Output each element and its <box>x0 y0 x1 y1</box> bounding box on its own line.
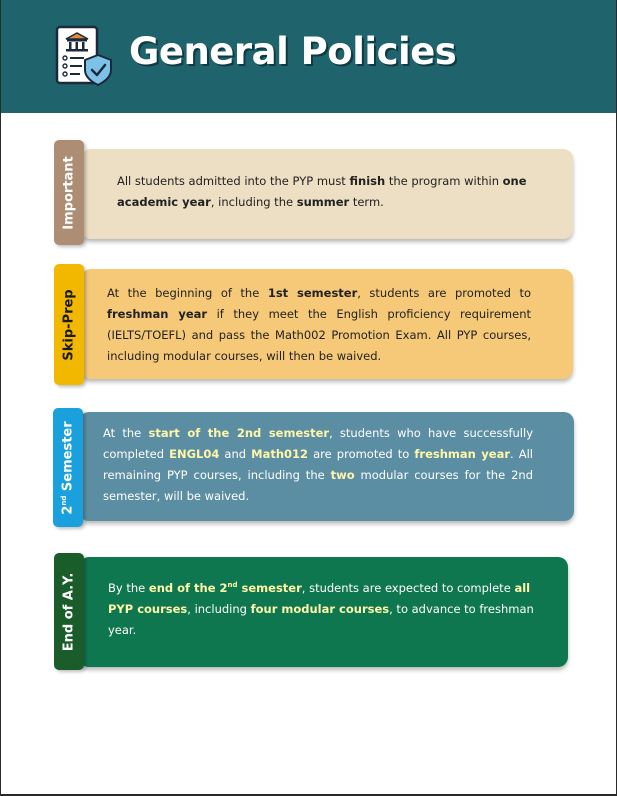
page-header <box>1 0 616 113</box>
policy-text-end-of-ay: By the end of the 2nd semester, students are expected to complete all PYP courses, including four modular courses, to advance to freshman year. <box>108 581 534 637</box>
page-title: General Policies <box>129 30 457 73</box>
policy-text-skip-prep: At the beginning of the 1st semester, students are promoted to freshman year if they meet the English proficiency requirement (IELTS/TOEFL) and pass the Math002 Promotion Exam. All PYP courses, including modular courses, will then be waived. <box>107 286 532 363</box>
policy-document-shield-icon <box>54 25 114 87</box>
tab-label-important: Important <box>61 155 77 230</box>
tab-label-skip-prep: Skip-Prep <box>61 288 77 361</box>
tab-2nd-semester <box>53 408 83 527</box>
tab-label-end-of-ay: End of A.Y. <box>61 572 77 651</box>
tab-label-2nd-semester: 2nd Semester <box>60 420 76 515</box>
tab-end-of-ay <box>54 553 84 670</box>
policy-text-important: All students admitted into the PYP must finish the program within one academic year, including the summer term. <box>117 174 527 209</box>
tab-important <box>54 140 84 245</box>
tab-skip-prep <box>54 264 84 385</box>
policy-text-2nd-semester: At the start of the 2nd semester, students who have successfully completed ENGL04 and Math012 are promoted to freshman year. All remaining PYP courses, including the two modular courses for the 2nd semester, will be waived. <box>103 426 534 503</box>
